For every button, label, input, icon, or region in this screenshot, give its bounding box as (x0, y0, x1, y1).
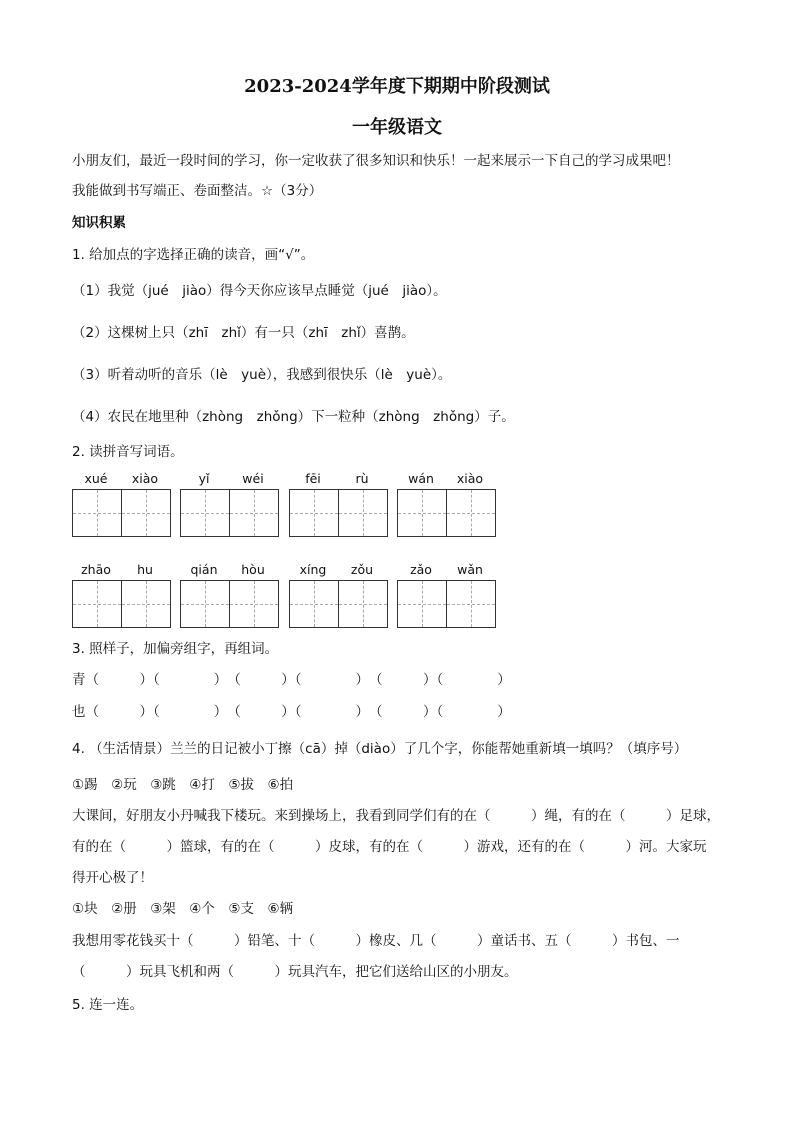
pinyin-label: hòu (241, 562, 265, 577)
pinyin-label: hu (137, 562, 153, 577)
pinyin-label: rù (355, 471, 369, 486)
q5-title: 5. 连一连。 (72, 997, 144, 1013)
pinyin-label: wán (408, 471, 434, 486)
pinyin-word-group (180, 471, 280, 537)
writing-grid[interactable] (289, 580, 388, 628)
q3-line[interactable]: 也（ ）（ ） （ ）（ ） （ ）（ ） (72, 704, 511, 720)
pinyin-label: zhāo (81, 562, 111, 577)
pinyin-label: zǒu (350, 562, 374, 577)
pinyin-word-group (180, 562, 280, 628)
writing-grid[interactable] (72, 580, 171, 628)
q4-paragraph-line[interactable]: 大课间，好朋友小丹喊我下楼玩。来到操场上，我看到同学们有的在（ ）绳，有的在（ ）足球， (72, 808, 720, 824)
section-knowledge: 知识积累 (72, 215, 126, 231)
pinyin-word-group (289, 471, 389, 537)
pinyin-word-group (397, 471, 497, 537)
q4-paragraph-line: 得开心极了！ (72, 870, 153, 886)
q1-item: （2）这棵树上只（zhī zhǐ）有一只（zhī zhǐ）喜鹊。 (72, 325, 415, 341)
writing-grid[interactable] (180, 489, 279, 537)
page-subtitle: 一年级语文 (352, 117, 442, 138)
pinyin-label: xué (84, 471, 108, 486)
pinyin-word-group (72, 471, 172, 537)
q1-item: （4）农民在地里种（zhòng zhǒng）下一粒种（zhòng zhǒng）子。 (72, 409, 515, 425)
writing-grid[interactable] (180, 580, 279, 628)
q1-item: （3）听着动听的音乐（lè yuè），我感到很快乐（lè yuè）。 (72, 367, 452, 383)
pinyin-label: fēi (305, 471, 321, 486)
pinyin-word-group (397, 562, 497, 628)
neatness-note: 我能做到书写端正、卷面整洁。☆（3分） (72, 183, 323, 199)
q3-line[interactable]: 青（ ）（ ） （ ）（ ） （ ）（ ） (72, 672, 511, 688)
q3-title: 3. 照样子，加偏旁组字，再组词。 (72, 641, 279, 657)
q4-options: ①踢 ②玩 ③跳 ④打 ⑤拔 ⑥拍 (72, 777, 294, 793)
writing-grid[interactable] (72, 489, 171, 537)
pinyin-label: wǎn (457, 562, 483, 577)
writing-grid[interactable] (397, 580, 496, 628)
q1-item: （1）我觉（jué jiào）得今天你应该早点睡觉（jué jiào）。 (72, 283, 447, 299)
q4-paragraph-line[interactable]: 有的在（ ）篮球，有的在（ ）皮球，有的在（ ）游戏，还有的在（ ）河。大家玩 (72, 839, 707, 855)
q4-options: ①块 ②册 ③架 ④个 ⑤支 ⑥辆 (72, 901, 294, 917)
pinyin-label: zǎo (410, 562, 432, 577)
q4-paragraph-line[interactable]: （ ）玩具飞机和两（ ）玩具汽车，把它们送给山区的小朋友。 (72, 964, 518, 980)
q2-title: 2. 读拼音写词语。 (72, 444, 184, 460)
writing-grid[interactable] (289, 489, 388, 537)
q1-title: 1. 给加点的字选择正确的读音，画“√”。 (72, 247, 315, 263)
intro-text: 小朋友们，最近一段时间的学习，你一定收获了很多知识和快乐！一起来展示一下自己的学习成果吧！ (72, 153, 680, 169)
writing-grid[interactable] (397, 489, 496, 537)
pinyin-label: yǐ (198, 471, 210, 486)
q4-title: 4. （生活情景）兰兰的日记被小丁擦（cā）掉（diào）了几个字，你能帮她重新填一填吗？（填序号） (72, 741, 688, 757)
q4-paragraph-line[interactable]: 我想用零花钱买十（ ）铅笔、十（ ）橡皮、几（ ）童话书、五（ ）书包、一 (72, 933, 680, 949)
pinyin-label: xiào (131, 471, 159, 486)
pinyin-label: xíng (299, 562, 327, 577)
pinyin-word-group (72, 562, 172, 628)
pinyin-label: xiào (456, 471, 484, 486)
page-title: 2023-2024学年度下期期中阶段测试 (244, 76, 550, 97)
pinyin-label: wéi (242, 471, 264, 486)
pinyin-word-group (289, 562, 389, 628)
pinyin-label: qián (190, 562, 218, 577)
